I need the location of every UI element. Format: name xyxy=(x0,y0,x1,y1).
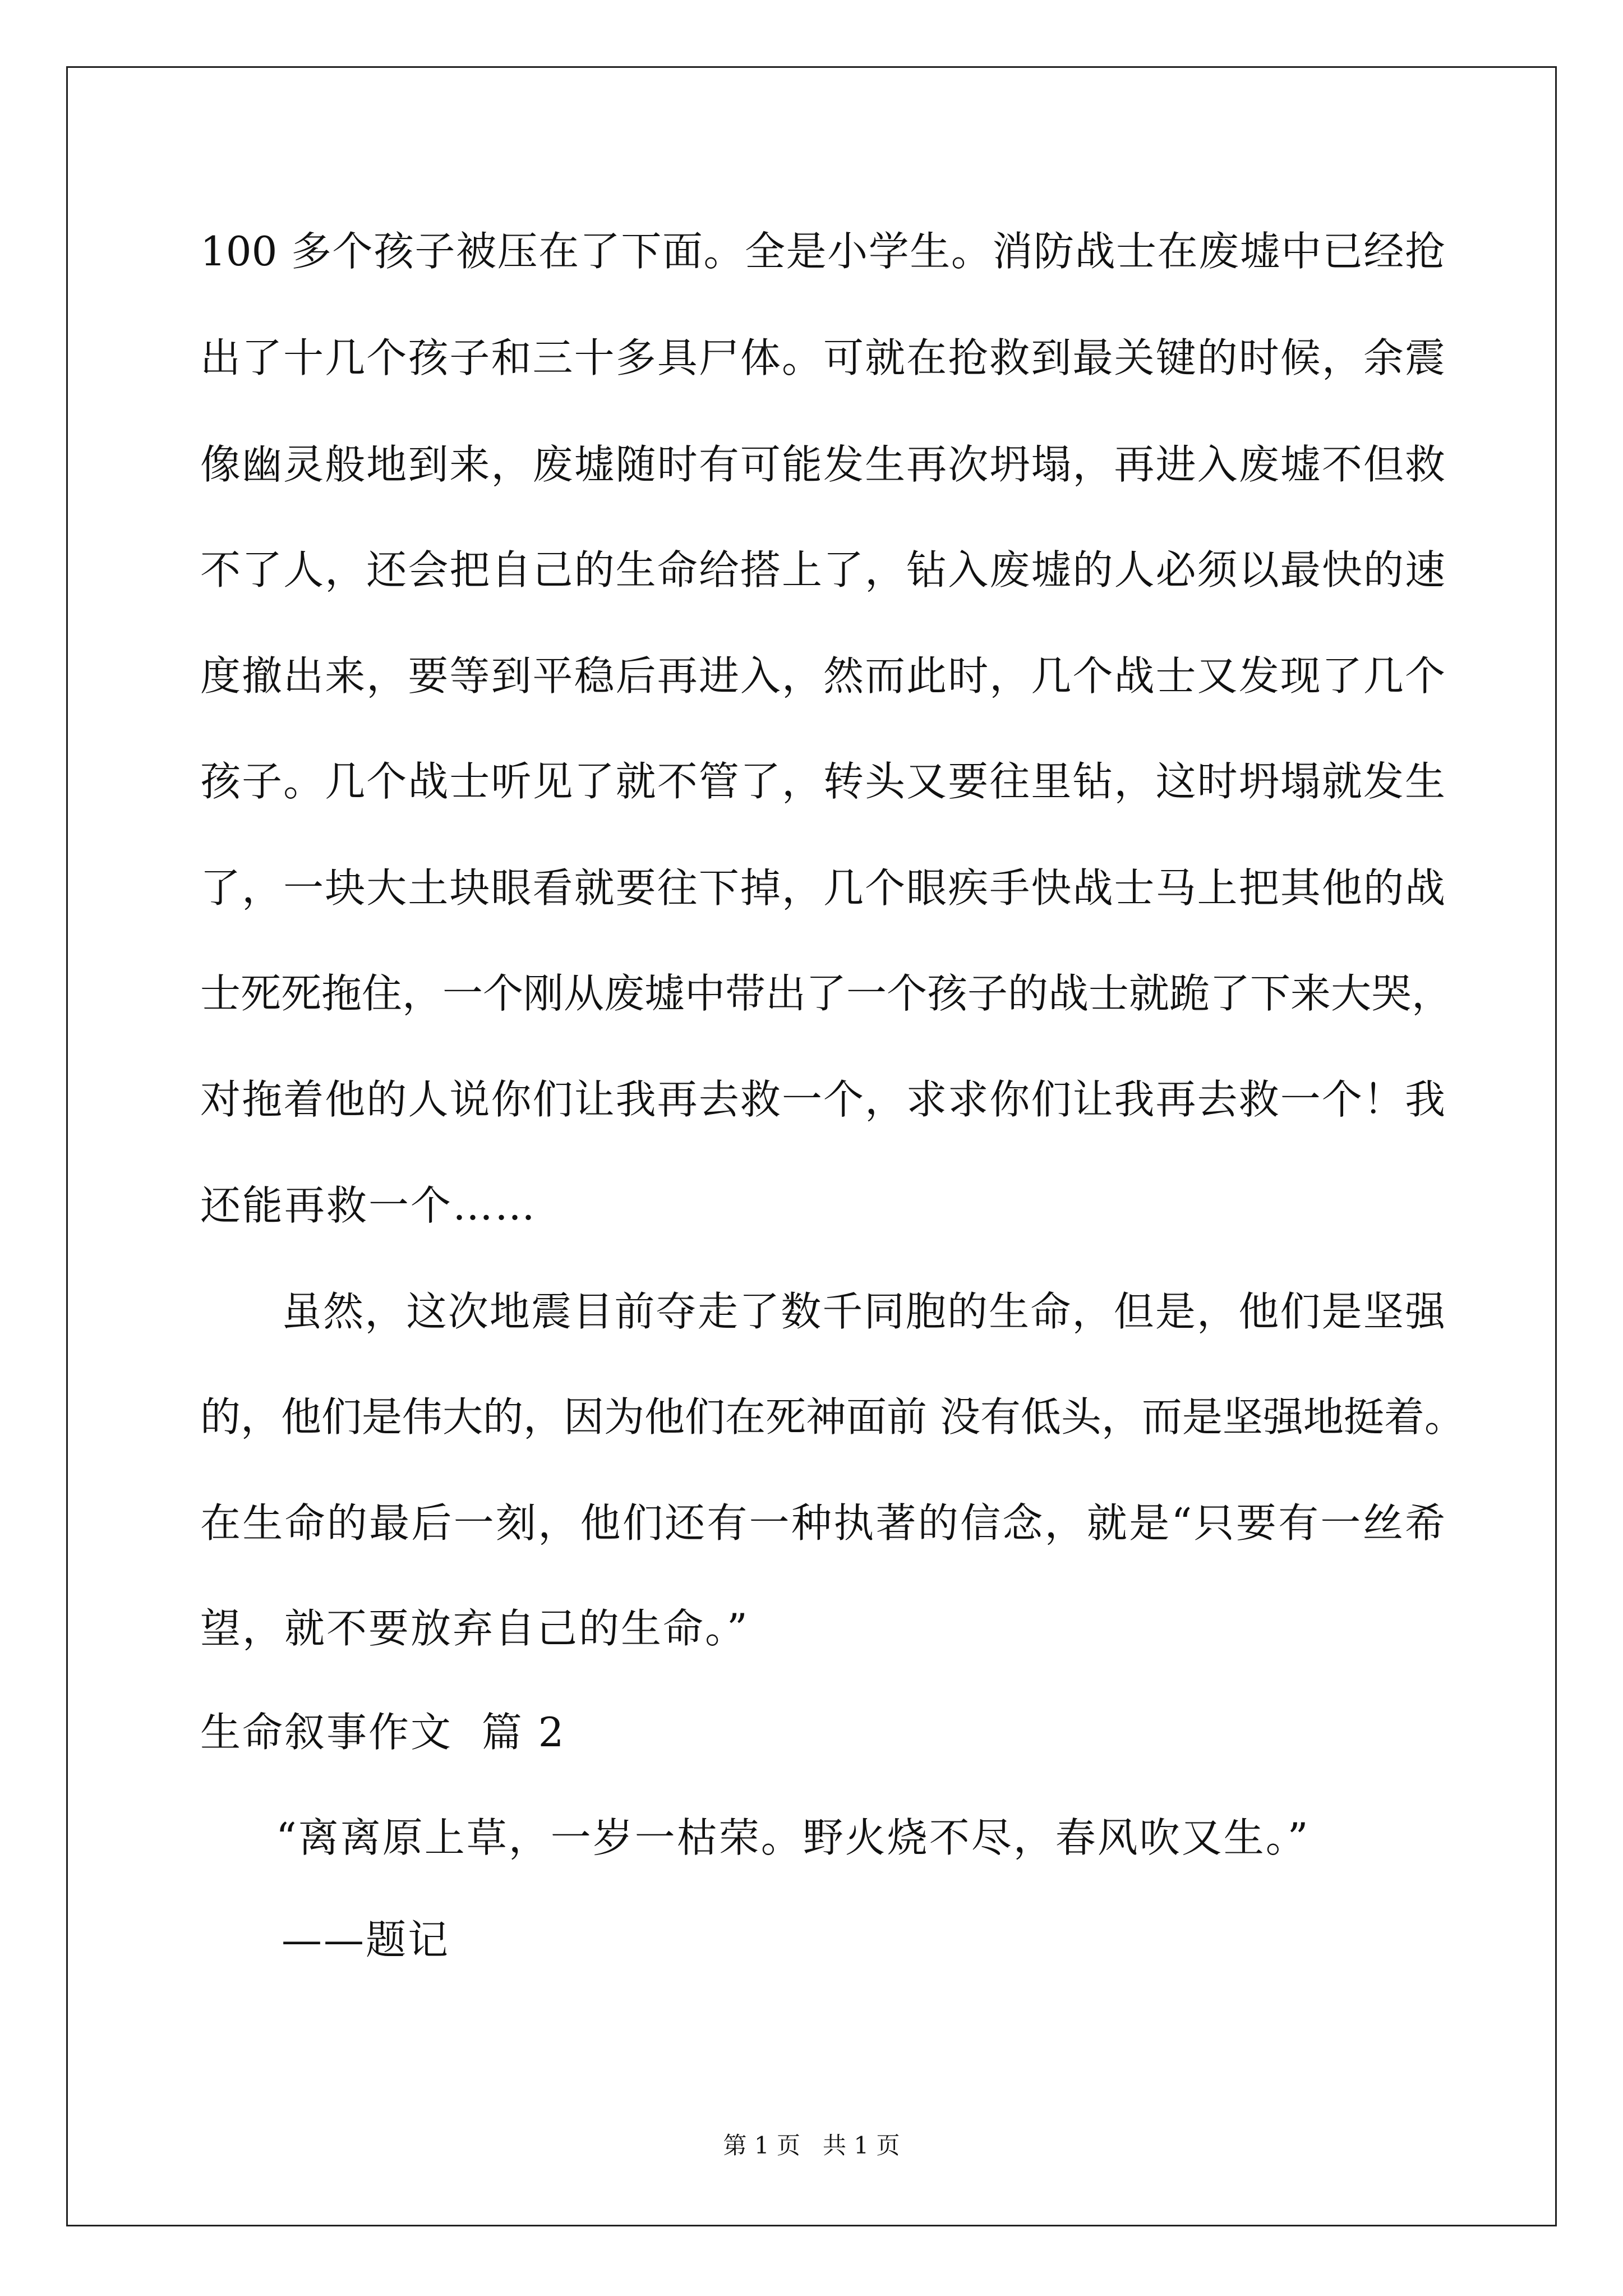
paragraph-1-line-3: 像幽灵般地到来，废墟随时有可能发生再次坍塌，再进入废墟不但救 xyxy=(200,441,1445,488)
paragraph-1-line-5: 度撤出来，要等到平稳后再进入，然而此时，几个战士又发现了几个 xyxy=(200,652,1445,700)
paragraph-1-line-10: 还能再救一个…… xyxy=(200,1182,537,1229)
epigraph-attribution: ——题记 xyxy=(282,1916,450,1963)
paragraph-1-line-4: 不了人，还会把自己的生命给搭上了，钻入废墟的人必须以最快的速 xyxy=(200,546,1445,593)
paragraph-2-line-3: 在生命的最后一刻，他们还有一种执著的信念，就是“只要有一丝希 xyxy=(200,1499,1445,1547)
paragraph-1-line-9: 对拖着他的人说你们让我再去救一个，求求你们让我再去救一个！我 xyxy=(200,1076,1445,1123)
section-title: 生命叙事作文 篇 2 xyxy=(200,1709,566,1756)
paragraph-1-line-2: 出了十几个孩子和三十多具尸体。可就在抢救到最关键的时候，余震 xyxy=(200,334,1445,381)
page-border xyxy=(66,66,1557,2226)
paragraph-2-line-4: 望，就不要放弃自己的生命。” xyxy=(200,1605,749,1652)
paragraph-1-line-1: 100 多个孩子被压在了下面。全是小学生。消防战士在废墟中已经抢 xyxy=(200,228,1445,275)
paragraph-2-line-2: 的，他们是伟大的，因为他们在死神面前 没有低头，而是坚强地挺着。 xyxy=(200,1393,1465,1441)
paragraph-1-line-8: 士死死拖住，一个刚从废墟中带出了一个孩子的战士就跪了下来大哭， xyxy=(200,970,1453,1017)
page-footer: 第 1 页 共 1 页 xyxy=(723,2132,900,2159)
epigraph: “离离原上草，一岁一枯荣。野火烧不尽，春风吹又生。” xyxy=(276,1814,1310,1861)
paragraph-1-line-7: 了，一块大土块眼看就要往下掉，几个眼疾手快战士马上把其他的战 xyxy=(200,864,1445,912)
paragraph-2-line-1: 虽然，这次地震目前夺走了数千同胞的生命，但是，他们是坚强 xyxy=(282,1288,1445,1335)
paragraph-1-line-6: 孩子。几个战士听见了就不管了，转头又要往里钻，这时坍塌就发生 xyxy=(200,758,1445,805)
